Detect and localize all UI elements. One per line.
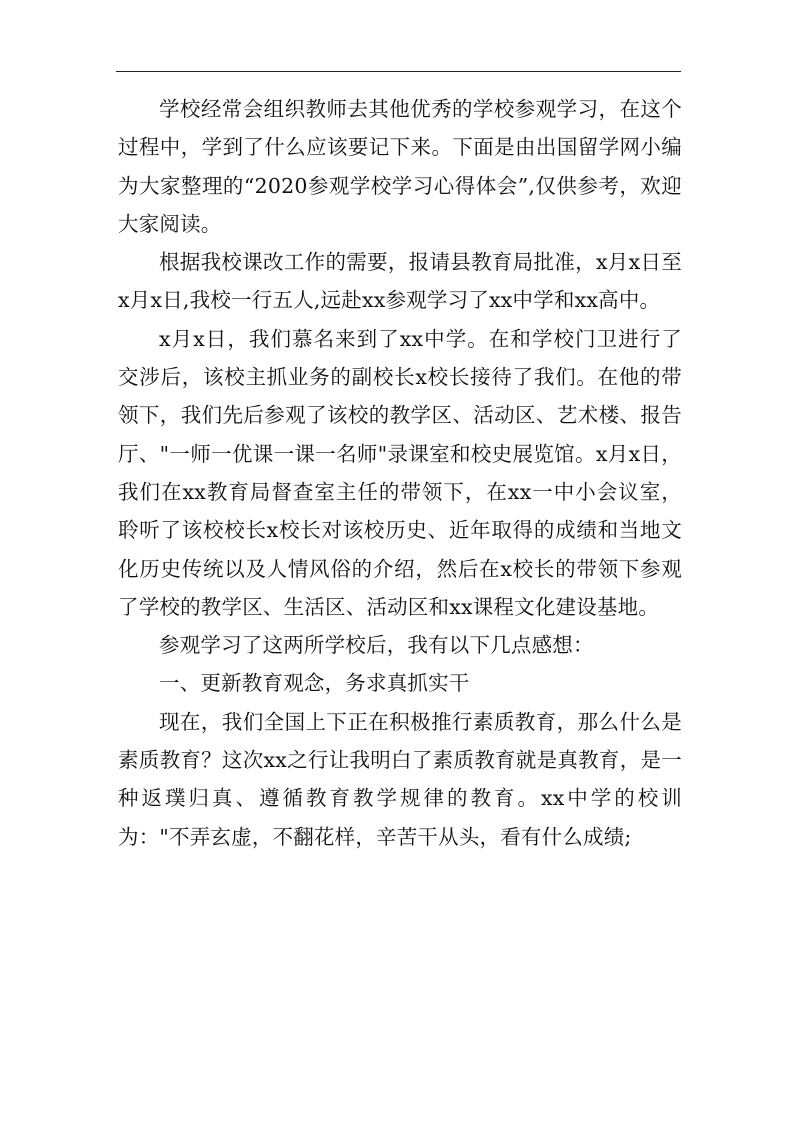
paragraph-visit-approval: 根据我校课改工作的需要，报请县教育局批准，x月x日至x月x日,我校一行五人,远赴xx参观学习了xx中学和xx高中。 bbox=[118, 250, 682, 313]
paragraph-reflections-intro: 参观学习了这两所学校后，我有以下几点感想： bbox=[159, 633, 594, 658]
paragraph-visit-details: x月x日，我们慕名来到了xx中学。在和学校门卫进行了交涉后，该校主抓业务的副校长x校长接待了我们。在他的带领下，我们先后参观了该校的教学区、活动区、艺术楼、报告厅、"一师一优课一课一名师"录课室和校史展览馆。x月x日，我们在xx教育局督查室主任的带领下，在xx一中小会议室，聆听了该校校长x校长对该校历史、近年取得的成绩和当地文化历史传统以及人情风俗的介绍，然后在x校长的带领下参观了学校的教学区、生活区、活动区和xx课程文化建设基地。 bbox=[118, 326, 682, 619]
header-rule bbox=[116, 71, 681, 72]
paragraph-intro: 学校经常会组织教师去其他优秀的学校参观学习，在这个过程中，学到了什么应该要记下来。下面是由出国留学网小编为大家整理的“2020参观学校学习心得体会”,仅供参考，欢迎大家阅读。 bbox=[118, 97, 682, 236]
document-body bbox=[118, 90, 682, 856]
paragraph-quality-education: 现在，我们全国上下正在积极推行素质教育，那么什么是素质教育？这次xx之行让我明白了素质教育就是真教育，是一种返璞归真、遵循教育教学规律的教育。xx中学的校训为："不弄玄虚，不翻花样，辛苦干从头，看有什么成绩; bbox=[118, 709, 682, 849]
section-heading-1: 一、更新教育观念，务求真抓实干 bbox=[159, 671, 470, 696]
